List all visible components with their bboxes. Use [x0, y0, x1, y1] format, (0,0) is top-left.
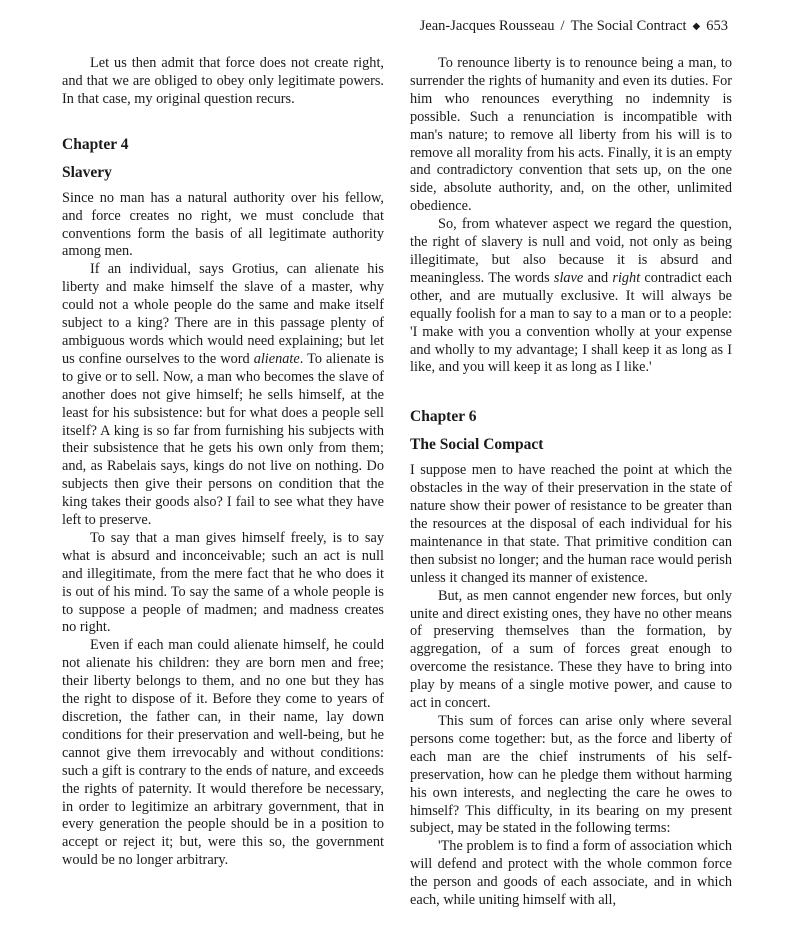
chapter-6-title: The Social Compact [410, 436, 544, 454]
header-author: Jean-Jacques Rousseau [419, 18, 555, 34]
italic-term: alienate [253, 350, 300, 367]
paragraph: But, as men cannot engender new forces, but only unite and direct existing ones, they have no other means of preserving themselves than the formation, by aggregation, of a sum of forces great enough to overcome the resistance. These they have to bring into play by means of a single motive power, and cause to act in concert. [410, 587, 732, 712]
header-work-title: The Social Contract [570, 18, 687, 34]
page-number: 653 [706, 18, 728, 34]
chapter-4-title: Slavery [62, 163, 112, 181]
paragraph-intro: Let us then admit that force does not create right, and that we are obliged to obey only legitimate powers. In that case, my original question recurs. [62, 55, 384, 107]
paragraph: Since no man has a natural authority over his fellow, and force creates no right, we must conclude that conventions form the basis of all legitimate authority among men. [62, 189, 384, 260]
paragraph: 'The problem is to find a form of association which will defend and protect with the whole common force the person and goods of each associate, and in which each, while uniting himself with all, [410, 838, 732, 909]
paragraph: This sum of forces can arise only where several persons come together: but, as the force and liberty of each man are the chief instruments of his self-preservation, how can he pledge them without harming his own interests, and neglecting the care he owes to himself? This difficulty, in its bearing on my present subject, may be stated in the following terms: [410, 713, 732, 837]
chapter-4-number: Chapter 4 [62, 135, 129, 153]
right-column [410, 55, 732, 910]
paragraph: If an individual, says Grotius, can alienate his liberty and make himself the slave of a master, why could not a whole people do the same and make itself subject to a king? There are in this passage plenty of ambiguous words which would need explaining; but let us confine ourselves to the word alienate. To alienate is to give or to sell. Now, a man who becomes the slave of another does not give himself; he sells himself, at the least for his subsistence: but for what does a people sell itself? A king is so far from furnishing his subjects with their subsistence that he gets his own only from them; and, as Rabelais says, kings do not live on nothing. Do subjects then give their persons on condition that the king takes their goods also? I fail to see what they have left to preserve. [62, 261, 384, 529]
running-header [420, 18, 728, 35]
diamond-icon: ◆ [692, 21, 701, 32]
italic-term: slave [553, 269, 584, 286]
italic-term: right [612, 269, 641, 286]
paragraph: To say that a man gives himself freely, is to say what is absurd and inconceivable; such an act is null and illegitimate, from the mere fact that he who does it is out of his mind. To say the same of a whole people is to suppose a people of madmen; and madness creates no right. [62, 529, 384, 636]
chapter-6-number: Chapter 6 [410, 408, 477, 426]
paragraph: So, from whatever aspect we regard the question, the right of slavery is null and void, not only as being illegitimate, but also because it is absurd and meaningless. The words slave and right contradict each other, and are mutually exclusive. It will always be equally foolish for a man to say to a man or to a people: 'I make with you a convention wholly at your expense and wholly to my advantage; I shall keep it as long as I like, and you will keep it as long as I like.' [410, 216, 732, 376]
paragraph: To renounce liberty is to renounce being a man, to surrender the rights of humanity and even its duties. For him who renounces everything no indemnity is possible. Such a renunciation is incompatible with man's nature; to remove all liberty from his will is to remove all morality from his acts. Finally, it is an empty and contradictory convention that sets up, on the one side, absolute authority, and, on the other, unlimited obedience. [410, 55, 732, 215]
header-separator: / [560, 18, 565, 34]
left-column [62, 55, 384, 870]
paragraph: I suppose men to have reached the point at which the obstacles in the way of their preservation in the state of nature show their power of resistance to be greater than the resources at the disposal of each individual for his maintenance in that state. That primitive condition can then subsist no longer; and the human race would perish unless it changed its manner of existence. [410, 462, 733, 586]
paragraph: Even if each man could alienate himself, he could not alienate his children: they are born men and free; their liberty belongs to them, and no one but they has the right to dispose of it. Before they come to years of discretion, the father can, in their name, lay down conditions for their preservation and well-being, but he cannot give them irrevocably and without conditions: such a gift is contrary to the ends of nature, and exceeds the rights of paternity. It would therefore be necessary, in order to legitimize an arbitrary government, that in every generation the people should be in a position to accept or reject it; but, were this so, the government would be no longer arbitrary. [62, 637, 384, 869]
